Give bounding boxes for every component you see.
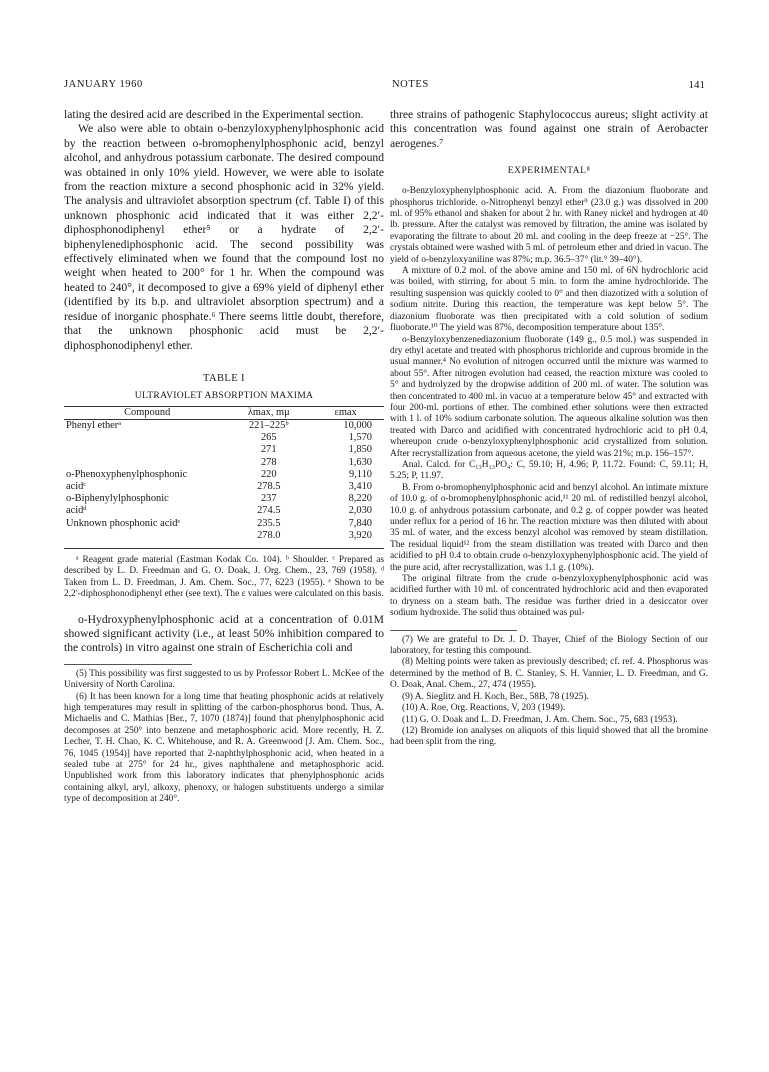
table-cell-emax: 10,000 — [343, 419, 372, 431]
table-cell-emax: 1,850 — [348, 444, 372, 456]
footnote-9: (9) A. Sieglitz and H. Koch, Ber., 58B, 78 (1925). — [402, 691, 589, 702]
table-cell-emax: 8,220 — [348, 493, 372, 505]
table-cell-emax: 3,410 — [348, 480, 372, 492]
table-cell-lmax: 271 — [260, 444, 277, 456]
table-cell-emax: 3,920 — [348, 529, 372, 541]
footnote-12: (12) Bromide ion analyses on aliquots of this liquid showed that all the bromine had been split from the ring. — [390, 725, 708, 748]
table-cell-compound: Phenyl etherᵃ — [66, 419, 122, 431]
experimental-paragraph-5: The original filtrate from the crude o-benzyloxyphenylphosphonic acid was acidified further with 10 ml. of concentrated hydrochloric acid and then evaporated to dryness on a steam bath. The residue was further dried in a desiccator over sodium hydroxide. The solid thus obtained was pul- — [390, 574, 708, 619]
footnote-5: (5) This possibility was first suggested to us by Professor Robert L. McKee of the University of North Carolina. — [64, 668, 384, 691]
page-number: 141 — [688, 79, 705, 91]
table-cell-lmax: 237 — [260, 493, 277, 505]
table-header-emax: εmax — [334, 406, 357, 418]
left-column — [64, 108, 384, 806]
table-cell-emax: 9,110 — [349, 468, 372, 480]
footnote-rule — [64, 664, 192, 665]
table-row — [64, 419, 384, 432]
table-row — [64, 432, 384, 444]
experimental-paragraph-2: A mixture of 0.2 mol. of the above amine and 150 ml. of 6N hydrochloric acid was boiled, with stirring, for about 5 min. to form the amine hydrochloride. The resulting suspension was quickly cooled to 0° and then diazotized with a solution of sodium nitrite. During this reaction, the temperature was kept below 5°. The diazonium fluoborate was then precipitated with a cold solution of sodium fluoborate.¹⁰ The yield was 87%, decomposition temperature about 135°. — [390, 266, 708, 334]
table-bottom-rule — [64, 542, 384, 549]
table-cell-lmax: 265 — [260, 432, 277, 444]
table-header-compound: Compound — [124, 406, 171, 418]
body-paragraph-1: lating the desired acid are described in the Experimental section. — [64, 108, 364, 121]
running-header-section: NOTES — [392, 79, 429, 90]
footnote-10: (10) A. Roe, Org. Reactions, V, 203 (1949). — [402, 703, 566, 714]
footnote-11: (11) G. O. Doak and L. D. Freedman, J. Am. Chem. Soc., 75, 683 (1953). — [402, 714, 678, 725]
table-cell-emax: 2,030 — [348, 505, 372, 517]
table-cell-emax: 1,630 — [348, 456, 372, 468]
right-column — [390, 108, 708, 749]
footnote-6: (6) It has been known for a long time that heating phosphonic acids at relatively high temperatures may result in splitting of the carbon-phosphorus bond. Thus, A. Michaelis and C. Mathias [Ber., 7, 1070 (1874)] found that phenylphosphonic acid decomposes at 250° into benzene and metaphosphoric acid. More recently, H. Z. Lecher, T. H. Chao, K. C. Whitehouse, and R. A. Greenwood [J. Am. Chem. Soc., 76, 1045 (1954)] have reported that 2-naphthylphosphonic acid, when heated in a sealed tube at 275° for 24 hr., gives naphthalene and metaphosphoric acid. Unpublished work from this laboratory indicates that phenylphosphonic acids containing alkyl, aryl, alkoxy, phenoxy, or halogen substituents undergo a similar type of decomposition at 240°. — [64, 691, 384, 805]
table-cell-emax: 1,570 — [348, 432, 372, 444]
table-cell-compound — [64, 444, 230, 456]
table-title: TABLE I — [203, 372, 245, 384]
table-cell-lmax: 278.5 — [257, 480, 281, 492]
table-row — [64, 457, 384, 469]
table-cell-compound: o-Phenoxyphenylphosphonic — [66, 468, 188, 480]
table-cell-lmax: 220 — [260, 468, 277, 480]
table-row — [64, 444, 384, 456]
footnote-7: (7) We are grateful to Dr. J. D. Thayer, Chief of the Biology Section of our laboratory, for testing this compound. — [390, 634, 708, 657]
experimental-paragraph-3: o-Benzyloxybenzenediazonium fluoborate (149 g., 0.5 mol.) was suspended in dry ethyl acetate and treated with phosphorus trichloride and cuprous bromide in the usual manner.⁴ No evolution of nitrogen occurred until the mixture was warmed to about 55°. After nitrogen evolution had ceased, the reaction mixture was cooled to 5° and hydrolyzed by the dropwise addition of 200 ml. of water. The solution was then concentrated to 400 ml. in vacuo at a temperature below 45° and extracted with four 200-ml. portions of ether. The combined ether solutions were then extracted with 1 l. of 10% sodium carbonate solution. The aqueous alkaline solution was then treated with Darco and acidified with concentrated hydrochloric acid to pH 0.4, whereupon crude o-benzyloxyphenylphosphonic acid crystallized from solution. After recrystallization from aqueous acetone, the yield was 21%; m.p. 156–157°. — [390, 334, 708, 459]
body-paragraph-2: We also were able to obtain o-benzyloxyphenylphosphonic acid by the reaction between o-bromophenylphosphonic acid, benzyl alcohol, and anhydrous potassium carbonate. The desired compound was obtained in only 10% yield. However, we were able to isolate from the reaction mixture a second phosphonic acid in 32% yield. The analysis and ultraviolet absorption spectrum (cf. Table I) of this unknown phosphonic acid indicated that it was either 2,2′-diphosphonodiphenyl ether⁵ or a hydrate of 2,2′-biphenylenediphosphonic acid. The second possibility was effectively eliminated when we found that the compound lost no weight when heated to 200° for 1 hr. When the compound was heated to 240°, it decomposed to give a 69% yield of diphenyl ether (identified by its b.p. and ultraviolet absorption spectrum) and a residue of inorganic phosphate.⁶ There seems little doubt, therefore, that the unknown phosphonic acid must be 2,2′-diphosphonodiphenyl ether. — [64, 122, 384, 352]
table-cell-lmax: 221–225ᵇ — [248, 419, 289, 431]
table-row — [64, 505, 384, 517]
table-cell-lmax: 235.5 — [257, 517, 281, 529]
table-row — [64, 481, 384, 493]
experimental-paragraph-1: o-Benzyloxyphenylphosphonic acid. A. From the diazonium fluoborate and phosphorus trichloride. o-Nitrophenyl benzyl ether⁹ (23.0 g.) was dissolved in 200 ml. of 95% ethanol and shaken for about 2 hr. with Raney nickel and hydrogen at 40 lb. pressure. After the catalyst was removed by filtration, the amine was isolated by evaporating the filtrate to about 20 ml. and cooling in the deep freeze at −25°. The crystals obtained were washed with 5 ml. of petroleum ether and dried in vacuo. The yield of o-benzyloxyaniline was 87%; m.p. 36.5–37° (lit.⁹ 39–40°). — [390, 186, 708, 265]
table-cell-compound — [64, 457, 230, 469]
table-row — [64, 493, 384, 505]
uv-absorption-table — [64, 406, 384, 542]
table-cell-compound: o-Biphenylylphosphonic — [66, 493, 169, 505]
analysis-paragraph: Anal. Calcd. for C₁₃H₁₃PO₄: C, 59.10; H, 4.96; P, 11.72. Found: C, 59.11; H, 5.25; P, 11.97. — [390, 459, 708, 482]
table-cell-emax: 7,840 — [348, 517, 372, 529]
body-paragraph-continued: three strains of pathogenic Staphylococcus aureus; slight activity at this concentration was found against one strain of Aerobacter aerogenes.⁷ — [390, 108, 708, 150]
experimental-paragraph-4: B. From o-bromophenylphosphonic acid and benzyl alcohol. An intimate mixture of 10.0 g. of o-bromophenylphosphonic acid,¹¹ 20 ml. of redistilled benzyl alcohol, 10.0 g. of anhydrous potassium carbonate, and 0.2 g. of copper powder was heated under reflux for a period of 16 hr. The reaction mixture was then diluted with about 35 ml. of water, and the excess benzyl alcohol was removed by steam distillation. The residual liquid¹² from the steam distillation was treated with Darco and then acidified to pH 0.4 to obtain crude o-benzyloxyphenylphosphonic acid. The yield of the pure acid, after recrystallization, was 1.1 g. (10%). — [390, 482, 708, 573]
table-row — [64, 469, 384, 481]
table-row — [64, 518, 384, 530]
table-subtitle: ULTRAVIOLET ABSORPTION MAXIMA — [134, 389, 314, 401]
table-cell-compound — [64, 530, 230, 542]
table-cell-compound: Unknown phosphonic acidᵉ — [66, 517, 181, 529]
table-cell-compound: acidᶜ — [66, 480, 86, 492]
footnote-8: (8) Melting points were taken as previously described; cf. ref. 4. Phosphorus was determined by the method of B. C. Stanley, S. H. Vannier, L. D. Freedman, and G. O. Doak, Anal. Chem., 27, 474 (1955). — [390, 657, 708, 691]
table-header-lmax: λmax, mμ — [247, 406, 290, 418]
table-cell-compound — [64, 432, 230, 444]
body-paragraph-3: o-Hydroxyphenylphosphonic acid at a concentration of 0.01M showed significant activity (i.e., at least 50% inhibition compared to the controls) in vitro against one strain of Escherichia coli and — [64, 612, 384, 655]
table-cell-lmax: 278.0 — [257, 529, 281, 541]
table-cell-compound: acidᵈ — [66, 505, 87, 517]
section-heading-experimental: EXPERIMENTAL⁸ — [507, 165, 591, 177]
footnote-rule-right — [390, 630, 517, 631]
table-row — [64, 530, 384, 542]
running-header-date: JANUARY 1960 — [64, 79, 143, 90]
table-footnote: ᵃ Reagent grade material (Eastman Kodak Co. 104). ᵇ Shoulder. ᶜ Prepared as described by L. D. Freedman and G. O. Doak, J. Org. Chem., 23, 769 (1958). ᵈ Taken from L. D. Freedman, J. Am. Chem. Soc., 77, 6223 (1955). ᵉ Shown to be 2,2′-diphosphonodiphenyl ether (see text). The ε values were calculated on this basis. — [64, 554, 384, 600]
table-cell-lmax: 274.5 — [257, 505, 281, 517]
table-cell-lmax: 278 — [260, 456, 277, 468]
